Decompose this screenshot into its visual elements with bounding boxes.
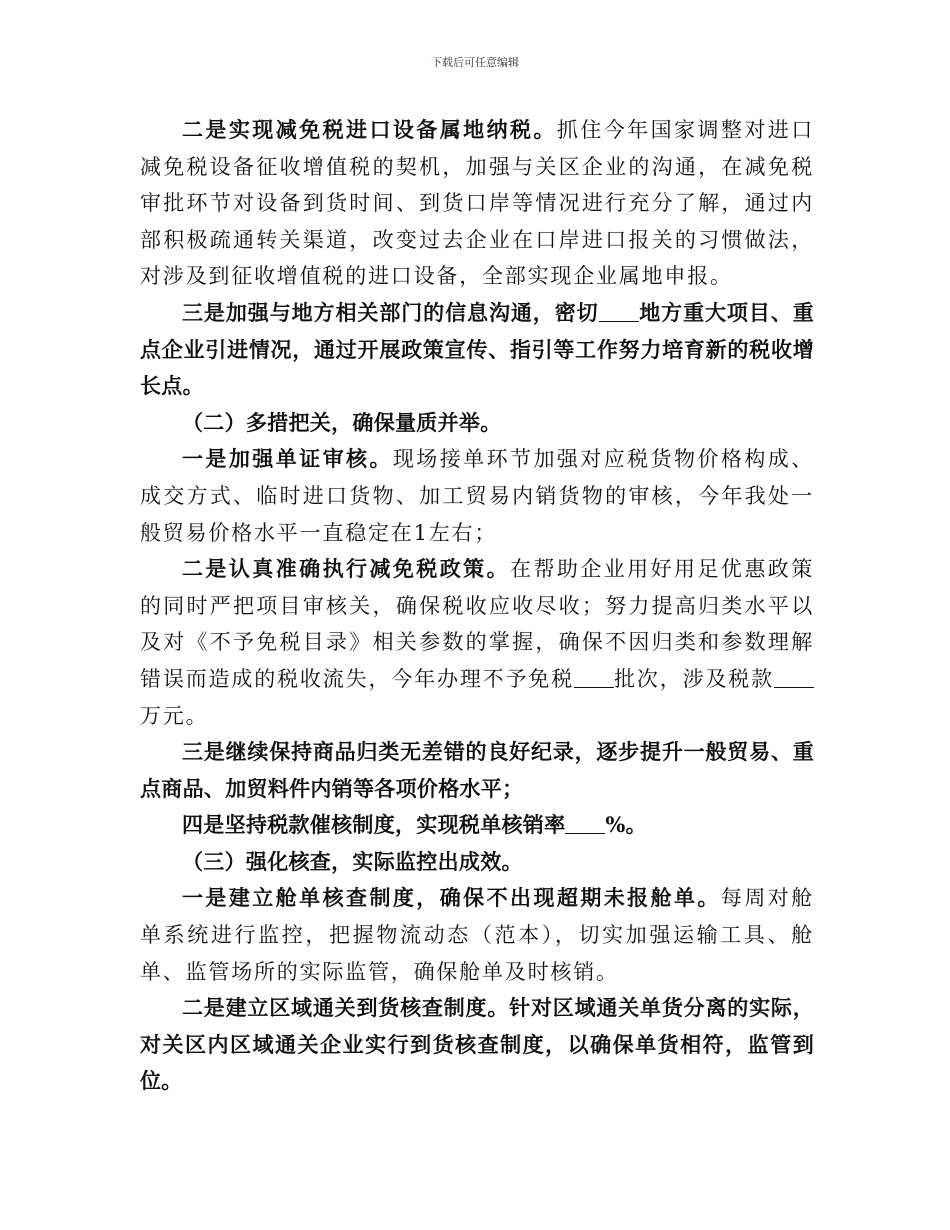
paragraph-tax-verification xyxy=(140,807,814,844)
paragraph-text: 三是加强与地方相关部门的信息沟通，密切 xyxy=(182,299,599,325)
section-heading-3: （三）强化核查，实际监控出成效。 xyxy=(182,848,523,874)
document-body xyxy=(140,112,814,1100)
paragraph-classification-record: 三是继续保持商品归类无差错的良好纪录，逐步提升一般贸易、重点商品、加贸料件内销等各项价格水平； xyxy=(140,739,814,801)
page-header: 下载后可任意编辑 xyxy=(431,56,519,69)
paragraph-lead: 一是加强单证审核。 xyxy=(182,446,393,472)
paragraph-local-communication xyxy=(140,295,814,405)
paragraph-text: 四是坚持税款催核制度，实现税单核销率 xyxy=(182,812,566,838)
paragraph-text: 地方重大项目、重点企业引进情况，通过开展政策宣传、指引等工作努力培育新的税收增长点。 xyxy=(140,299,814,399)
paragraph-body: 万元。 xyxy=(140,703,209,728)
paragraph-regional-clearance: 二是建立区域通关到货核查制度。针对区域通关单货分离的实际，对关区内区域通关企业实行到货核查制度，以确保单货相符，监管到位。 xyxy=(140,995,814,1094)
paragraph-document-review xyxy=(140,441,814,551)
blank-underline xyxy=(774,666,814,688)
paragraph-body: 批次，涉及税款 xyxy=(614,666,774,691)
blank-underline xyxy=(565,812,605,834)
section-heading-2: （二）多措把关，确保量质并举。 xyxy=(182,409,502,435)
paragraph-lead: 二是认真准确执行减免税政策。 xyxy=(182,556,511,582)
paragraph-lead: 一是建立舱单核查制度，确保不出现超期未报舱单。 xyxy=(182,885,721,911)
paragraph-import-equipment xyxy=(140,112,814,295)
blank-underline xyxy=(599,300,639,322)
paragraph-body: 每周对舱单系统进行监控，把握物流动态（范本），切实加强运输工具、舱单、监管场所的实际监管，确保舱单及时核销。 xyxy=(140,886,814,984)
paragraph-lead: 二是实现减免税进口设备属地纳税。 xyxy=(182,117,557,142)
paragraph-body: 现场接单环节加强对应税货物价格构成、成交方式、临时进口货物、加工贸易内销货物的审核，今年我处一般贸易价格水平一直稳定在1左右； xyxy=(140,447,814,545)
blank-underline xyxy=(574,666,614,688)
paragraph-text: %。 xyxy=(605,812,647,838)
paragraph-tax-exemption-policy xyxy=(140,551,814,734)
paragraph-body: 抓住今年国家调整对进口减免税设备征收增值税的契机，加强与关区企业的沟通，在减免税审批环节对设备到货时间、到货口岸等情况进行充分了解，通过内部积极疏通转关渠道，改变过去企业在口岸进口报关的习惯做法，对涉及到征收增值税的进口设备，全部实现企业属地申报。 xyxy=(140,118,814,289)
paragraph-body: 在帮助企业用好用足优惠政策的同时严把项目审核关，确保税收应收尽收；努力提高归类水平以及对《不予免税目录》相关参数的掌握，确保不因归类和参数理解错误而造成的税收流失，今年办理不予免税 xyxy=(140,557,814,691)
paragraph-manifest-check xyxy=(140,880,814,990)
